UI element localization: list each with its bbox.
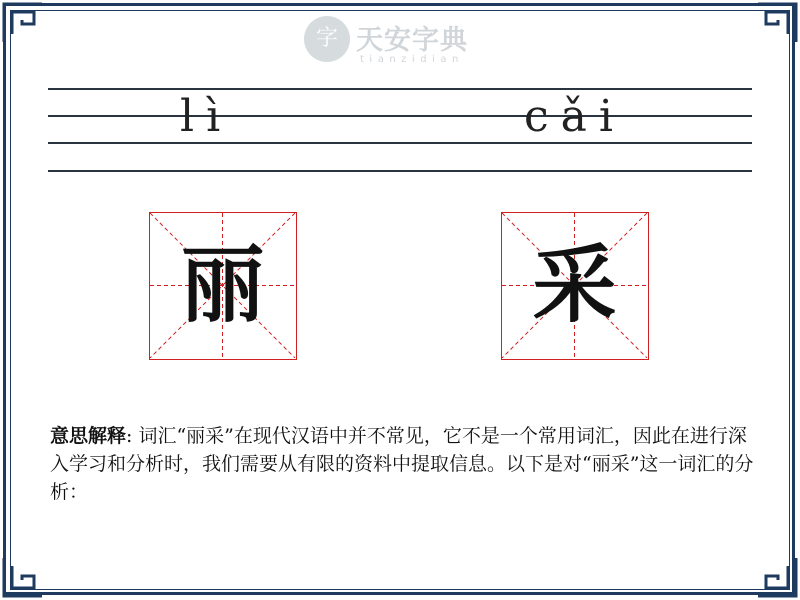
logo-subtitle: tianzidian [360,54,464,65]
watermark-logo [300,14,500,70]
meaning-paragraph [50,422,755,506]
logo-emblem-icon [304,16,350,62]
character-1: 丽 [180,236,265,334]
pinyin-2: cǎi [524,91,625,142]
character-box-2 [501,212,649,360]
staff-line [48,115,752,117]
logo-title: 天安字典 [356,25,468,56]
meaning-text: : 词汇“丽采”在现代汉语中并不常见，它不是一个常用词汇，因此在进行深入学习和分析时，我们需要从有限的资料中提取信息。以下是对“丽采”这一词汇的分析： [50,425,754,503]
corner-ornament-icon [0,0,46,46]
character-box-1 [149,212,297,360]
staff-line [48,170,752,172]
corner-ornament-icon [754,554,800,600]
pinyin-1: lì [180,91,233,142]
corner-ornament-icon [0,554,46,600]
staff-line [48,142,752,144]
corner-ornament-icon [754,0,800,46]
character-2: 采 [532,236,617,334]
staff-line [48,88,752,90]
logo-emblem-text: 字 [315,26,338,51]
meaning-label: 意思解释 [50,425,127,447]
